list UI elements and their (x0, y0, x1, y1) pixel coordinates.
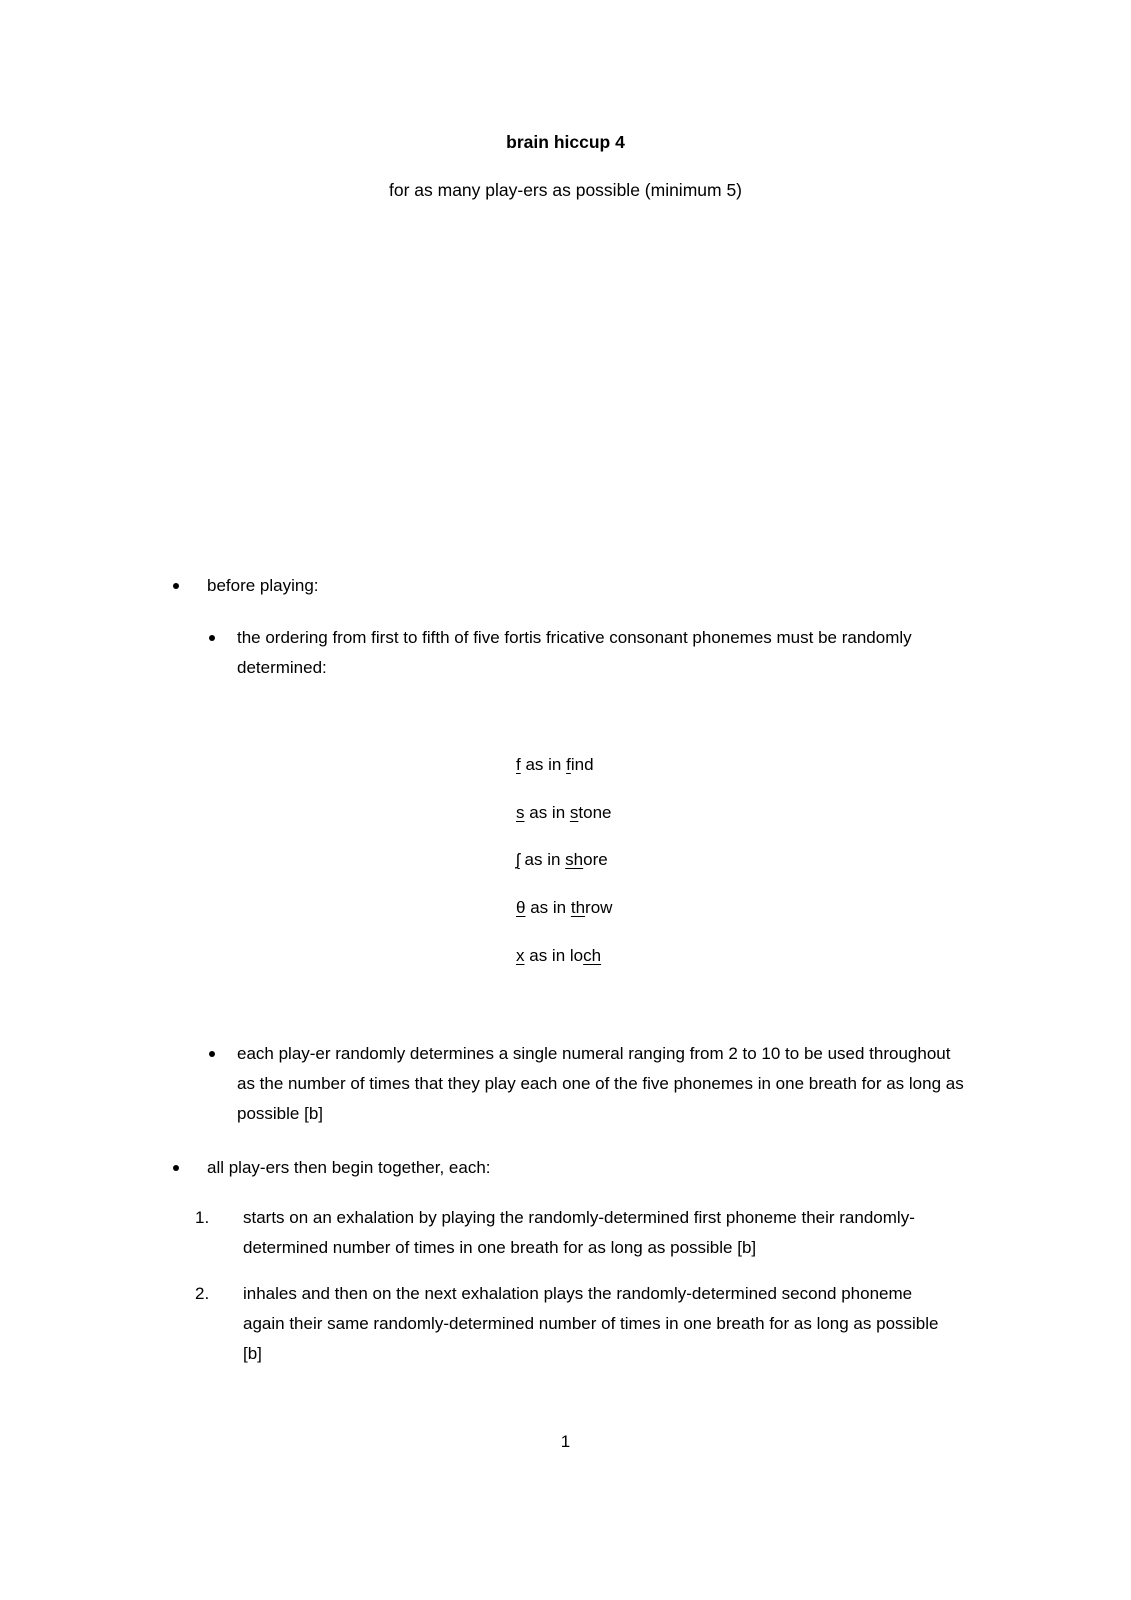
bullet-begin-together (207, 1153, 967, 1183)
phoneme-symbol: s (516, 803, 525, 822)
step-number: 2. (195, 1284, 210, 1303)
step-item-2 (195, 1279, 943, 1369)
phoneme-symbol: ʃ (516, 850, 520, 869)
phoneme-word: find (566, 755, 594, 774)
phoneme-connector: as in (525, 755, 562, 774)
bullet-numeral-note (237, 1039, 972, 1129)
step-number: 1. (195, 1208, 210, 1227)
step-text: starts on an exhalation by playing the randomly-determined first phoneme their randomly-determined number of times in one breath for as long as possible [b] (243, 1208, 915, 1257)
phoneme-connector: as in (530, 898, 567, 917)
page-number: 1 (560, 1432, 571, 1451)
phoneme-connector: as in (529, 803, 566, 822)
phoneme-symbol: f (516, 755, 521, 774)
bullet-before-playing (207, 571, 967, 601)
phoneme-word: shore (565, 850, 608, 869)
phoneme-item-esh (516, 845, 608, 875)
phoneme-symbol: x (516, 946, 525, 965)
bullet-icon (173, 1165, 179, 1171)
ordering-note-text: the ordering from first to fifth of five fortis fricative consonant phonemes must be randomly determined: (237, 628, 912, 677)
phoneme-connector: as in (529, 946, 566, 965)
step-text: inhales and then on the next exhalation plays the randomly-determined second phoneme again their same randomly-determined number of times in one breath for as long as possible [b] (243, 1284, 939, 1363)
phoneme-symbol: θ (516, 898, 526, 917)
step-item-1 (195, 1203, 963, 1263)
bullet-icon (209, 1051, 215, 1057)
bullet-icon (209, 635, 215, 641)
bullet-icon (173, 583, 179, 589)
phoneme-item-f (516, 750, 594, 780)
phoneme-word: loch (569, 946, 602, 965)
phoneme-item-x (516, 941, 601, 971)
document-subtitle: for as many play-ers as possible (minimum 5) (388, 180, 743, 200)
begin-together-label: all play-ers then begin together, each: (207, 1158, 491, 1177)
phoneme-word: throw (570, 898, 613, 917)
numeral-note-text: each play-er randomly determines a single numeral ranging from 2 to 10 to be used throughout as the number of times that they play each one of the five phonemes in one breath for as long as possible [b] (237, 1044, 964, 1123)
phoneme-item-theta (516, 893, 612, 923)
phoneme-word: stone (569, 803, 612, 822)
document-title: brain hiccup 4 (506, 132, 625, 152)
bullet-before-playing-label: before playing: (207, 576, 319, 595)
bullet-ordering-note (237, 623, 977, 683)
phoneme-item-s (516, 798, 611, 828)
phoneme-connector: as in (524, 850, 561, 869)
